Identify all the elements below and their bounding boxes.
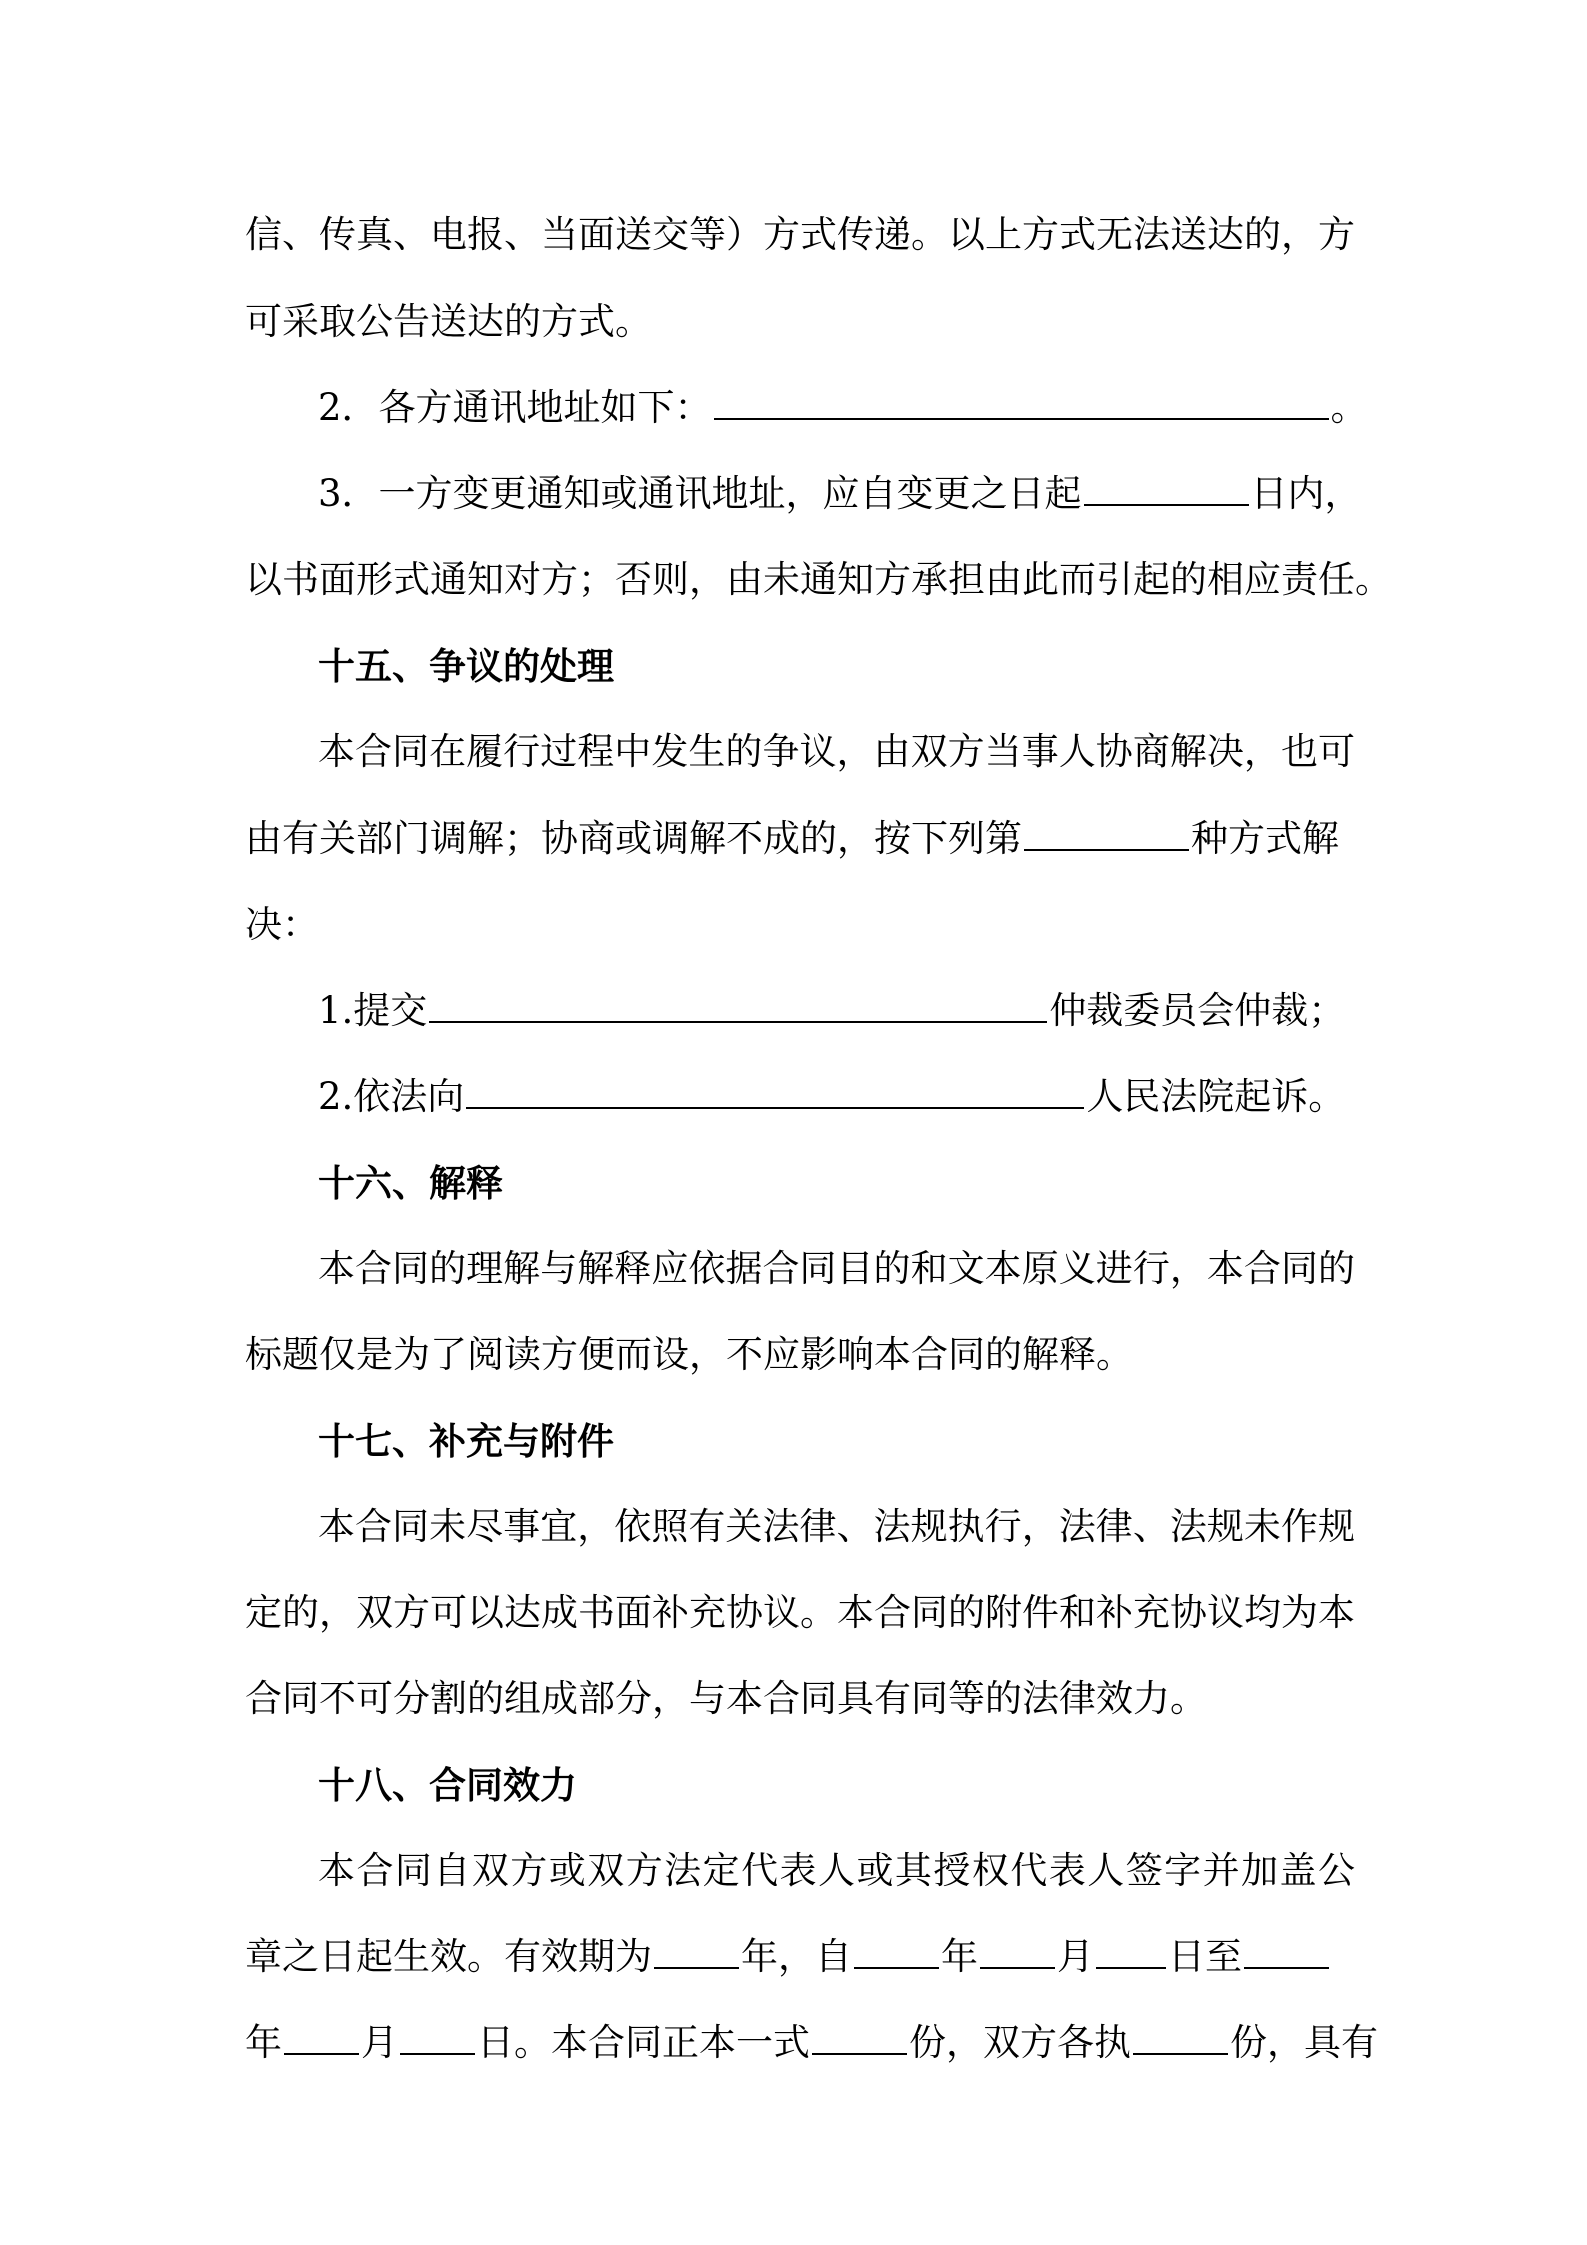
clause14-item3-line2: 以书面形式通知对方；否则，由未通知方承担由此而引起的相应责任。 [245,558,1392,601]
clause14-item2 [318,378,1368,438]
start-month-blank[interactable] [980,1927,1055,1969]
clause17-heading: 十七、补充与附件 [318,1419,614,1463]
start-day-blank[interactable] [1096,1927,1166,1969]
clause17-paragraph-line: 合同不可分割的组成部分，与本合同具有同等的法律效力。 [245,1677,1207,1720]
option1-suffix: 仲裁委员会仲裁； [1049,989,1346,1032]
clause18-text: 章之日起生效。有效期为 [245,1935,652,1978]
address-blank[interactable] [714,378,1329,420]
option2-label: 2.依法向 [318,1075,465,1118]
clause16-paragraph-line: 标题仅是为了阅读方便而设，不应影响本合同的解释。 [245,1333,1133,1376]
clause18-paragraph-line [245,2013,1378,2073]
clause18-text: 年，自 [741,1935,852,1978]
clause15-text: 由有关部门调解；协商或调解不成的，按下列第 [245,817,1022,860]
clause15-paragraph-line: 本合同在履行过程中发生的争议，由双方当事人协商解决，也可 [318,730,1355,773]
method-number-blank[interactable] [1024,809,1189,851]
clause16-paragraph-line: 本合同的理解与解释应依据合同目的和文本原义进行，本合同的 [318,1247,1355,1290]
clause18-text: 月 [1057,1935,1094,1978]
end-month-blank[interactable] [284,2013,359,2055]
clause14-item3 [318,464,1362,524]
clause15-paragraph-line: 决： [245,903,319,946]
start-year-blank[interactable] [854,1927,939,1969]
clause15-heading: 十五、争议的处理 [318,644,614,688]
arbitration-commission-blank[interactable] [429,981,1047,1023]
option2-suffix: 人民法院起诉。 [1086,1075,1346,1118]
clause18-text: 日至 [1168,1935,1242,1978]
end-year-blank[interactable] [1244,1927,1329,1969]
clause18-text: 年 [941,1935,978,1978]
item3-after: 日内， [1250,472,1362,515]
clause18-text: 份，具有 [1230,2021,1378,2064]
clause17-paragraph-line: 定的，双方可以达成书面补充协议。本合同的附件和补充协议均为本 [245,1591,1355,1634]
clause16-heading: 十六、解释 [318,1161,503,1205]
court-blank[interactable] [466,1067,1084,1109]
clause18-paragraph-line: 本合同自双方或双方法定代表人或其授权代表人签字并加盖公 [318,1849,1355,1892]
clause18-text: 份，双方各执 [909,2021,1131,2064]
clause18-text: 年 [245,2021,282,2064]
clause18-paragraph-line [245,1927,1355,1987]
validity-years-blank[interactable] [654,1927,739,1969]
end-day-blank[interactable] [400,2013,475,2055]
clause18-text: 月 [361,2021,398,2064]
clause14-paragraph-line: 可采取公告送达的方式。 [245,300,652,343]
clause15-option2 [318,1067,1355,1127]
item2-label: 2．各方通讯地址如下： [318,386,712,429]
clause15-option1 [318,981,1355,1041]
item2-end: 。 [1330,386,1368,429]
clause15-paragraph-line [245,809,1355,869]
option1-label: 1.提交 [318,989,428,1032]
original-copies-blank[interactable] [812,2013,907,2055]
clause15-text: 种方式解 [1191,817,1339,860]
item3-label: 3．一方变更通知或通讯地址，应自变更之日起 [318,472,1082,515]
clause18-heading: 十八、合同效力 [318,1763,577,1807]
clause14-paragraph-line: 信、传真、电报、当面送交等）方式传递。以上方式无法送达的，方 [245,213,1355,256]
clause17-paragraph-line: 本合同未尽事宜，依照有关法律、法规执行，法律、法规未作规 [318,1505,1355,1548]
days-blank[interactable] [1084,464,1249,506]
copies-each-party-blank[interactable] [1133,2013,1228,2055]
clause18-text: 日。本合同正本一式 [477,2021,810,2064]
